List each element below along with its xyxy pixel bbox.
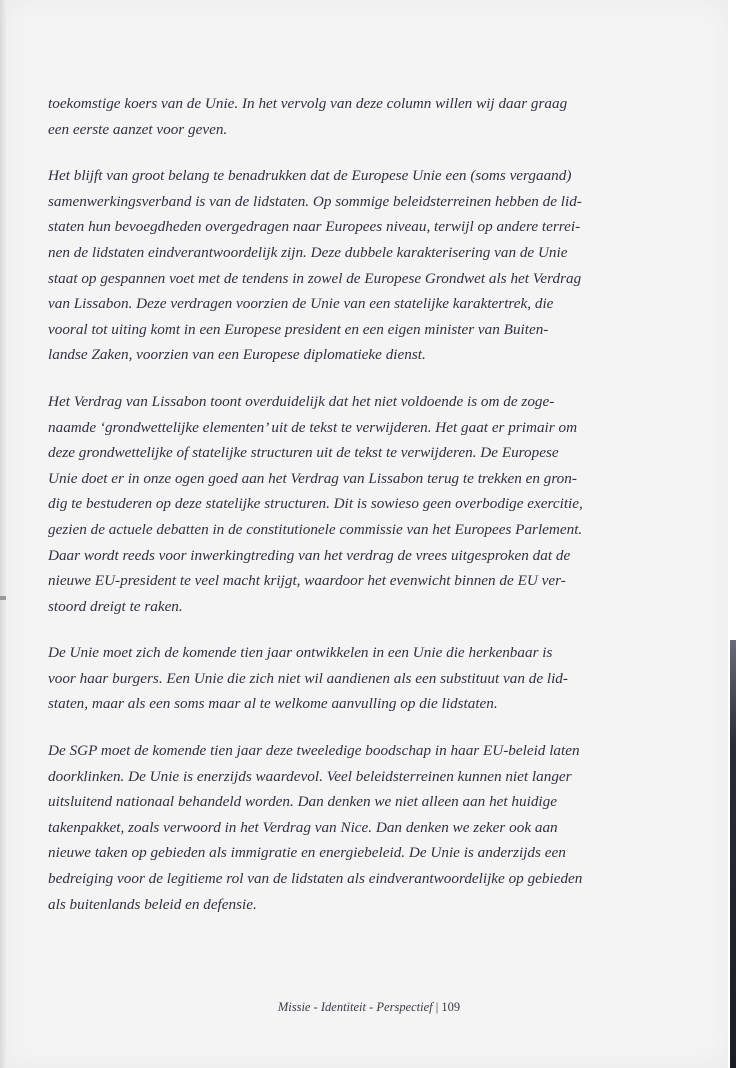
text-line: stoord dreigt te raken. — [48, 597, 183, 615]
text-line: voor haar burgers. Een Unie die zich niet wil aandienen als een substituut van de lid- — [48, 669, 568, 687]
text-line: landse Zaken, voorzien van een Europese diplomatieke dienst. — [48, 346, 426, 364]
text-line: nen de lidstaten eindverantwoordelijk zijn. Deze dubbele karakterisering van de Unie — [48, 243, 568, 261]
text-line: staten hun bevoegdheden overgedragen naar Europees niveau, terwijl op andere terrei- — [48, 218, 581, 236]
paragraph — [48, 389, 628, 619]
running-title: Missie - Identiteit - Perspectief — [277, 1000, 433, 1014]
text-line: bedreiging voor de legitieme rol van de lidstaten als eindverantwoordelijke op gebieden — [48, 870, 583, 888]
text-line: van Lissabon. Deze verdragen voorzien de Unie van een statelijke karaktertrek, die — [48, 295, 554, 313]
text-line: Het Verdrag van Lissabon toont overduidelijk dat het niet voldoende is om de zoge- — [48, 392, 555, 410]
text-line: nieuwe taken op gebieden als immigratie en energiebeleid. De Unie is anderzijds een — [48, 844, 566, 862]
text-line: Het blijft van groot belang te benadrukken dat de Europese Unie een (soms vergaand) — [48, 167, 572, 185]
text-line: naamde ‘grondwettelijke elementen’ uit de tekst te verwijderen. Het gaat er primair om — [48, 418, 578, 436]
text-line: Daar wordt reeds voor inwerkingtreding van het verdrag de vrees uitgesproken dat de — [48, 546, 571, 564]
paragraph — [48, 640, 628, 717]
text-line: nieuwe EU-president te veel macht krijgt, waardoor het evenwicht binnen de EU ver- — [48, 572, 566, 590]
text-line: takenpakket, zoals verwoord in het Verdrag van Nice. Dan denken we zeker ook aan — [48, 818, 558, 836]
text-line: vooral tot uiting komt in een Europese president en een eigen minister van Buiten- — [48, 320, 549, 338]
text-line: uitsluitend nationaal behandeld worden. Dan denken we niet alleen aan het huidige — [48, 793, 557, 811]
text-line: staat op gespannen voet met de tendens in zowel de Europese Grondwet als het Verdrag — [48, 269, 582, 287]
text-line: deze grondwettelijke of statelijke structuren uit de tekst te verwijderen. De Europese — [48, 444, 559, 462]
text-line: Unie doet er in onze ogen goed aan het Verdrag van Lissabon terug te trekken en gron- — [48, 469, 577, 487]
footer-separator: | — [435, 1000, 439, 1014]
page-number: 109 — [441, 1000, 461, 1014]
text-line: dig te bestuderen op deze statelijke structuren. Dit is sowieso geen overbodige exercitie, — [48, 495, 583, 513]
paragraph — [48, 163, 628, 368]
text-line: toekomstige koers van de Unie. In het vervolg van deze column willen wij daar graag — [48, 95, 568, 112]
text-line: doorklinken. De Unie is enerzijds waardevol. Veel beleidsterreinen kunnen niet langer — [48, 767, 572, 785]
paragraph — [48, 91, 628, 142]
text-line: als buitenlands beleid en defensie. — [48, 895, 257, 913]
page-footer — [0, 1000, 738, 1015]
text-line: De Unie moet zich de komende tien jaar ontwikkelen in een Unie die herkenbaar is — [48, 644, 553, 662]
paragraph — [48, 738, 628, 917]
text-line: samenwerkingsverband is van de lidstaten. Op sommige beleidsterreinen hebben de lid- — [48, 192, 582, 210]
text-line: gezien de actuele debatten in de constitutionele commissie van het Europees Parlement. — [48, 520, 583, 538]
text-line: De SGP moet de komende tien jaar deze tweeledige boodschap in haar EU-beleid laten — [48, 742, 580, 760]
body-text — [48, 91, 628, 938]
text-line: staten, maar als een soms maar al te welkome aanvulling op die lidstaten. — [48, 695, 498, 713]
text-line: een eerste aanzet voor geven. — [48, 120, 228, 138]
